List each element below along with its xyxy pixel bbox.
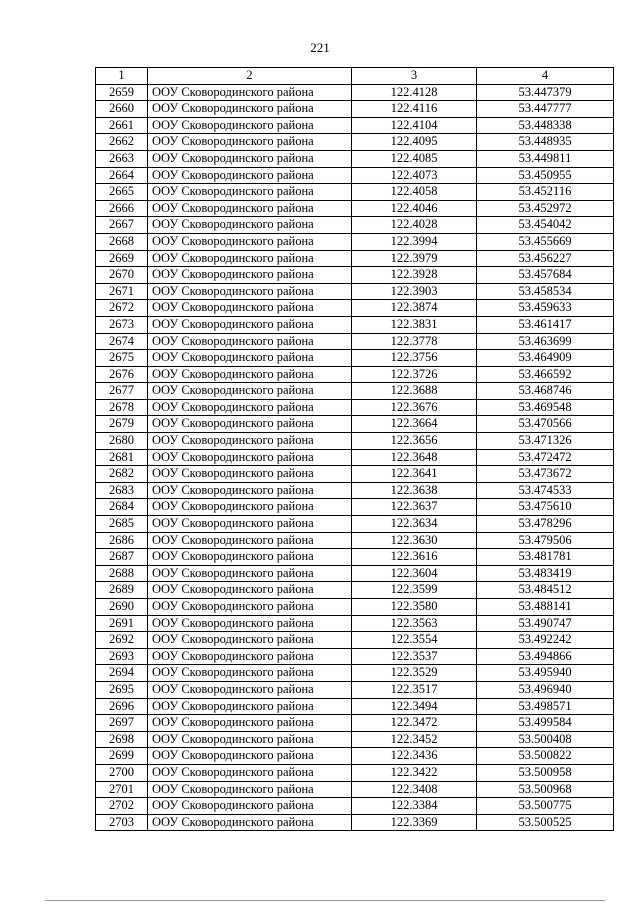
row-number-cell: 2701: [96, 781, 148, 798]
column-header-4: 4: [477, 68, 614, 85]
row-number-cell: 2679: [96, 416, 148, 433]
owner-cell: ООУ Сковородинского района: [148, 781, 352, 798]
row-number-cell: 2691: [96, 615, 148, 632]
row-number-cell: 2687: [96, 549, 148, 566]
table-row: [96, 582, 614, 599]
coordinate-x-cell: 122.3634: [352, 516, 477, 533]
row-number-cell: 2696: [96, 698, 148, 715]
coordinate-x-cell: 122.4073: [352, 167, 477, 184]
coordinate-x-cell: 122.3580: [352, 599, 477, 616]
table-row: [96, 532, 614, 549]
coordinate-y-cell: 53.452116: [477, 184, 614, 201]
table-row: [96, 167, 614, 184]
owner-cell: ООУ Сковородинского района: [148, 582, 352, 599]
coordinate-y-cell: 53.464909: [477, 350, 614, 367]
owner-cell: ООУ Сковородинского района: [148, 383, 352, 400]
column-header-3: 3: [352, 68, 477, 85]
header-row: [96, 68, 614, 85]
row-number-cell: 2680: [96, 433, 148, 450]
row-number-cell: 2702: [96, 798, 148, 815]
coordinate-x-cell: 122.3641: [352, 466, 477, 483]
owner-cell: ООУ Сковородинского района: [148, 748, 352, 765]
coordinate-x-cell: 122.3384: [352, 798, 477, 815]
coordinate-x-cell: 122.3688: [352, 383, 477, 400]
table-row: [96, 648, 614, 665]
table-row: [96, 698, 614, 715]
owner-cell: ООУ Сковородинского района: [148, 615, 352, 632]
coordinate-y-cell: 53.500408: [477, 731, 614, 748]
owner-cell: ООУ Сковородинского района: [148, 167, 352, 184]
table-row: [96, 117, 614, 134]
coordinate-y-cell: 53.481781: [477, 549, 614, 566]
coordinate-x-cell: 122.4058: [352, 184, 477, 201]
coordinate-x-cell: 122.3903: [352, 283, 477, 300]
coordinate-x-cell: 122.3664: [352, 416, 477, 433]
coordinate-y-cell: 53.471326: [477, 433, 614, 450]
table-row: [96, 316, 614, 333]
table-row: [96, 632, 614, 649]
row-number-cell: 2690: [96, 599, 148, 616]
row-number-cell: 2685: [96, 516, 148, 533]
coordinate-x-cell: 122.3778: [352, 333, 477, 350]
owner-cell: ООУ Сковородинского района: [148, 532, 352, 549]
owner-cell: ООУ Сковородинского района: [148, 482, 352, 499]
owner-cell: ООУ Сковородинского района: [148, 516, 352, 533]
owner-cell: ООУ Сковородинского района: [148, 499, 352, 516]
row-number-cell: 2672: [96, 300, 148, 317]
coordinate-x-cell: 122.4046: [352, 200, 477, 217]
owner-cell: ООУ Сковородинского района: [148, 433, 352, 450]
owner-cell: ООУ Сковородинского района: [148, 466, 352, 483]
coordinate-x-cell: 122.3554: [352, 632, 477, 649]
coordinates-table: [95, 67, 614, 831]
owner-cell: ООУ Сковородинского района: [148, 549, 352, 566]
table-row: [96, 283, 614, 300]
row-number-cell: 2686: [96, 532, 148, 549]
coordinate-y-cell: 53.457684: [477, 267, 614, 284]
owner-cell: ООУ Сковородинского района: [148, 217, 352, 234]
row-number-cell: 2703: [96, 814, 148, 831]
table-row: [96, 681, 614, 698]
table-row: [96, 715, 614, 732]
owner-cell: ООУ Сковородинского района: [148, 648, 352, 665]
owner-cell: ООУ Сковородинского района: [148, 798, 352, 815]
row-number-cell: 2670: [96, 267, 148, 284]
table-header: [96, 68, 614, 85]
owner-cell: ООУ Сковородинского района: [148, 134, 352, 151]
table-row: [96, 565, 614, 582]
table-row: [96, 300, 614, 317]
owner-cell: ООУ Сковородинского района: [148, 101, 352, 118]
coordinate-x-cell: 122.3604: [352, 565, 477, 582]
row-number-cell: 2659: [96, 84, 148, 101]
owner-cell: ООУ Сковородинского района: [148, 764, 352, 781]
row-number-cell: 2692: [96, 632, 148, 649]
coordinate-y-cell: 53.494866: [477, 648, 614, 665]
coordinate-y-cell: 53.483419: [477, 565, 614, 582]
row-number-cell: 2697: [96, 715, 148, 732]
owner-cell: ООУ Сковородинского района: [148, 283, 352, 300]
owner-cell: ООУ Сковородинского района: [148, 416, 352, 433]
table-row: [96, 516, 614, 533]
page-number: 221: [310, 40, 330, 55]
column-header-1: 1: [96, 68, 148, 85]
coordinate-y-cell: 53.468746: [477, 383, 614, 400]
coordinate-y-cell: 53.475610: [477, 499, 614, 516]
owner-cell: ООУ Сковородинского района: [148, 665, 352, 682]
table-row: [96, 466, 614, 483]
coordinate-x-cell: 122.3831: [352, 316, 477, 333]
row-number-cell: 2663: [96, 150, 148, 167]
table-row: [96, 665, 614, 682]
coordinate-x-cell: 122.3529: [352, 665, 477, 682]
coordinate-y-cell: 53.479506: [477, 532, 614, 549]
owner-cell: ООУ Сковородинского района: [148, 316, 352, 333]
coordinate-y-cell: 53.498571: [477, 698, 614, 715]
coordinate-y-cell: 53.447777: [477, 101, 614, 118]
page-bottom-rule: [45, 900, 605, 901]
table-row: [96, 549, 614, 566]
table-row: [96, 350, 614, 367]
coordinate-y-cell: 53.461417: [477, 316, 614, 333]
coordinate-y-cell: 53.495940: [477, 665, 614, 682]
table-row: [96, 150, 614, 167]
coordinate-y-cell: 53.496940: [477, 681, 614, 698]
row-number-cell: 2666: [96, 200, 148, 217]
row-number-cell: 2674: [96, 333, 148, 350]
table-row: [96, 134, 614, 151]
row-number-cell: 2661: [96, 117, 148, 134]
coordinate-y-cell: 53.447379: [477, 84, 614, 101]
table-row: [96, 599, 614, 616]
table-row: [96, 267, 614, 284]
table-row: [96, 217, 614, 234]
table-row: [96, 233, 614, 250]
coordinate-y-cell: 53.449811: [477, 150, 614, 167]
owner-cell: ООУ Сковородинского района: [148, 150, 352, 167]
table-row: [96, 764, 614, 781]
coordinate-y-cell: 53.469548: [477, 399, 614, 416]
coordinate-x-cell: 122.3599: [352, 582, 477, 599]
row-number-cell: 2681: [96, 449, 148, 466]
coordinate-y-cell: 53.500525: [477, 814, 614, 831]
table-row: [96, 433, 614, 450]
row-number-cell: 2689: [96, 582, 148, 599]
coordinate-x-cell: 122.3928: [352, 267, 477, 284]
coordinate-x-cell: 122.3369: [352, 814, 477, 831]
row-number-cell: 2683: [96, 482, 148, 499]
owner-cell: ООУ Сковородинского района: [148, 399, 352, 416]
coordinate-y-cell: 53.448935: [477, 134, 614, 151]
coordinate-x-cell: 122.3638: [352, 482, 477, 499]
row-number-cell: 2664: [96, 167, 148, 184]
owner-cell: ООУ Сковородинского района: [148, 715, 352, 732]
coordinate-x-cell: 122.3616: [352, 549, 477, 566]
coordinate-x-cell: 122.3648: [352, 449, 477, 466]
row-number-cell: 2682: [96, 466, 148, 483]
row-number-cell: 2698: [96, 731, 148, 748]
coordinate-y-cell: 53.463699: [477, 333, 614, 350]
coordinate-x-cell: 122.3994: [352, 233, 477, 250]
owner-cell: ООУ Сковородинского района: [148, 681, 352, 698]
coordinate-y-cell: 53.458534: [477, 283, 614, 300]
row-number-cell: 2671: [96, 283, 148, 300]
table-row: [96, 449, 614, 466]
owner-cell: ООУ Сковородинского района: [148, 449, 352, 466]
table-row: [96, 366, 614, 383]
coordinate-x-cell: 122.3494: [352, 698, 477, 715]
table-row: [96, 781, 614, 798]
row-number-cell: 2688: [96, 565, 148, 582]
coordinate-x-cell: 122.4085: [352, 150, 477, 167]
coordinate-x-cell: 122.4095: [352, 134, 477, 151]
row-number-cell: 2700: [96, 764, 148, 781]
coordinate-y-cell: 53.452972: [477, 200, 614, 217]
row-number-cell: 2695: [96, 681, 148, 698]
coordinate-x-cell: 122.4104: [352, 117, 477, 134]
owner-cell: ООУ Сковородинского района: [148, 350, 352, 367]
coordinate-x-cell: 122.3656: [352, 433, 477, 450]
coordinate-y-cell: 53.500958: [477, 764, 614, 781]
row-number-cell: 2684: [96, 499, 148, 516]
owner-cell: ООУ Сковородинского района: [148, 267, 352, 284]
coordinate-x-cell: 122.3756: [352, 350, 477, 367]
owner-cell: ООУ Сковородинского района: [148, 599, 352, 616]
coordinate-x-cell: 122.3676: [352, 399, 477, 416]
coordinate-y-cell: 53.466592: [477, 366, 614, 383]
coordinate-x-cell: 122.3563: [352, 615, 477, 632]
coordinate-x-cell: 122.3537: [352, 648, 477, 665]
table-body: [96, 84, 614, 831]
owner-cell: ООУ Сковородинского района: [148, 184, 352, 201]
row-number-cell: 2667: [96, 217, 148, 234]
coordinate-x-cell: 122.3517: [352, 681, 477, 698]
coordinate-y-cell: 53.459633: [477, 300, 614, 317]
table-row: [96, 615, 614, 632]
coordinate-x-cell: 122.3408: [352, 781, 477, 798]
row-number-cell: 2662: [96, 134, 148, 151]
coordinate-y-cell: 53.472472: [477, 449, 614, 466]
coordinate-y-cell: 53.448338: [477, 117, 614, 134]
owner-cell: ООУ Сковородинского района: [148, 698, 352, 715]
table-row: [96, 333, 614, 350]
table-row: [96, 399, 614, 416]
coordinate-y-cell: 53.474533: [477, 482, 614, 499]
row-number-cell: 2660: [96, 101, 148, 118]
table-row: [96, 84, 614, 101]
table-row: [96, 200, 614, 217]
coordinate-x-cell: 122.3637: [352, 499, 477, 516]
table-row: [96, 250, 614, 267]
row-number-cell: 2677: [96, 383, 148, 400]
row-number-cell: 2694: [96, 665, 148, 682]
owner-cell: ООУ Сковородинского района: [148, 233, 352, 250]
table-row: [96, 482, 614, 499]
coordinate-y-cell: 53.450955: [477, 167, 614, 184]
table-row: [96, 416, 614, 433]
table-row: [96, 101, 614, 118]
row-number-cell: 2675: [96, 350, 148, 367]
owner-cell: ООУ Сковородинского района: [148, 117, 352, 134]
owner-cell: ООУ Сковородинского района: [148, 84, 352, 101]
coordinate-y-cell: 53.455669: [477, 233, 614, 250]
table-row: [96, 184, 614, 201]
row-number-cell: 2678: [96, 399, 148, 416]
table-row: [96, 748, 614, 765]
coordinate-x-cell: 122.4028: [352, 217, 477, 234]
coordinate-y-cell: 53.492242: [477, 632, 614, 649]
coordinate-y-cell: 53.454042: [477, 217, 614, 234]
table-row: [96, 499, 614, 516]
coordinate-y-cell: 53.500822: [477, 748, 614, 765]
coordinate-x-cell: 122.3630: [352, 532, 477, 549]
row-number-cell: 2693: [96, 648, 148, 665]
owner-cell: ООУ Сковородинского района: [148, 366, 352, 383]
coordinate-y-cell: 53.456227: [477, 250, 614, 267]
coordinate-x-cell: 122.3452: [352, 731, 477, 748]
coordinate-x-cell: 122.3436: [352, 748, 477, 765]
coordinate-x-cell: 122.4128: [352, 84, 477, 101]
coordinate-y-cell: 53.473672: [477, 466, 614, 483]
coordinate-x-cell: 122.3472: [352, 715, 477, 732]
coordinate-y-cell: 53.488141: [477, 599, 614, 616]
row-number-cell: 2668: [96, 233, 148, 250]
coordinate-x-cell: 122.3422: [352, 764, 477, 781]
coordinate-y-cell: 53.470566: [477, 416, 614, 433]
table-row: [96, 383, 614, 400]
coordinate-x-cell: 122.3874: [352, 300, 477, 317]
column-header-2: 2: [148, 68, 352, 85]
owner-cell: ООУ Сковородинского района: [148, 250, 352, 267]
row-number-cell: 2665: [96, 184, 148, 201]
coordinate-y-cell: 53.500775: [477, 798, 614, 815]
coordinate-y-cell: 53.499584: [477, 715, 614, 732]
coordinate-y-cell: 53.478296: [477, 516, 614, 533]
owner-cell: ООУ Сковородинского района: [148, 333, 352, 350]
row-number-cell: 2676: [96, 366, 148, 383]
owner-cell: ООУ Сковородинского района: [148, 731, 352, 748]
owner-cell: ООУ Сковородинского района: [148, 565, 352, 582]
table-row: [96, 814, 614, 831]
coordinate-x-cell: 122.4116: [352, 101, 477, 118]
coordinate-y-cell: 53.490747: [477, 615, 614, 632]
row-number-cell: 2699: [96, 748, 148, 765]
table-row: [96, 731, 614, 748]
table-row: [96, 798, 614, 815]
coordinate-y-cell: 53.484512: [477, 582, 614, 599]
coordinate-x-cell: 122.3979: [352, 250, 477, 267]
owner-cell: ООУ Сковородинского района: [148, 200, 352, 217]
row-number-cell: 2669: [96, 250, 148, 267]
owner-cell: ООУ Сковородинского района: [148, 300, 352, 317]
coordinate-y-cell: 53.500968: [477, 781, 614, 798]
coordinate-x-cell: 122.3726: [352, 366, 477, 383]
owner-cell: ООУ Сковородинского района: [148, 814, 352, 831]
row-number-cell: 2673: [96, 316, 148, 333]
owner-cell: ООУ Сковородинского района: [148, 632, 352, 649]
